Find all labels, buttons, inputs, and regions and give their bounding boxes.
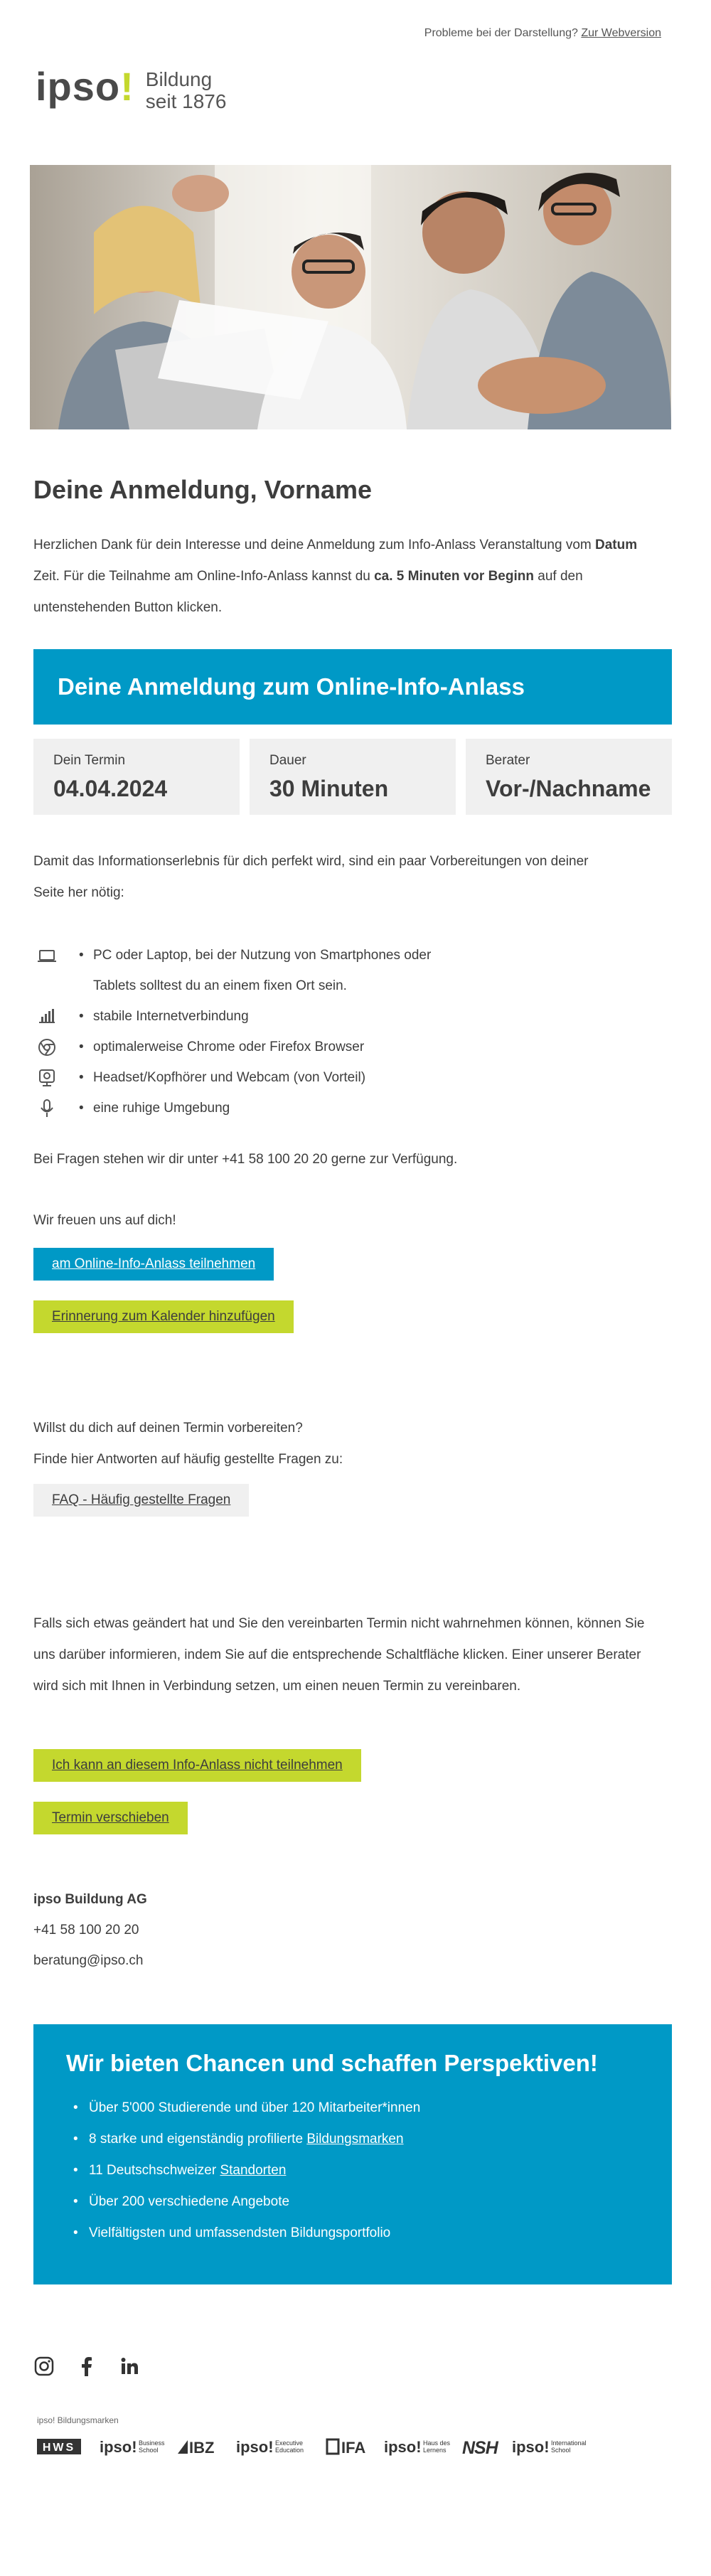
- hero-image: [30, 165, 671, 429]
- requirement-item: • optimalerweise Chrome oder Firefox Browser: [33, 1032, 672, 1062]
- svg-text:ipso!: ipso!: [236, 2438, 274, 2456]
- company-email[interactable]: beratung@ipso.ch: [33, 1953, 144, 1968]
- hws-logo[interactable]: [37, 2439, 81, 2454]
- svg-text:ipso!: ipso!: [100, 2438, 137, 2456]
- promo-item: • Vielfältigsten und umfassendsten Bildungsportfolio: [66, 2218, 672, 2249]
- page-title: Deine Anmeldung, Vorname: [33, 475, 373, 504]
- webcam-icon: [36, 1068, 58, 1088]
- microphone-icon: [36, 1099, 58, 1118]
- social-links: [33, 2356, 140, 2377]
- faq-intro: Willst du dich auf deinen Termin vorbereiten? Finde hier Antworten auf häufig gestellte Fragen zu:: [33, 1421, 343, 1467]
- display-problem-text: Probleme bei der Darstellung?: [424, 27, 578, 39]
- chrome-icon: [36, 1037, 58, 1057]
- facebook-icon[interactable]: [76, 2356, 97, 2377]
- requirement-item: • PC oder Laptop, bei der Nutzung von Smartphones oder Tablets solltest du an einem fixen Ort sein.: [33, 940, 672, 1001]
- promo-item: • Über 200 verschiedene Angebote: [66, 2186, 672, 2218]
- advisor-value: Vor-/Nachname: [486, 776, 651, 801]
- ipso-international-school-logo[interactable]: [512, 2438, 587, 2456]
- svg-text:Haus des: Haus des: [423, 2439, 451, 2447]
- date-card: [33, 739, 240, 815]
- promo-box: [33, 2024, 672, 2284]
- promo-item: • 8 starke und eigenständig profilierte Bildungsmarken: [66, 2124, 672, 2155]
- svg-text:IBZ: IBZ: [189, 2439, 215, 2457]
- duration-card: [250, 739, 456, 815]
- ibz-logo[interactable]: [178, 2439, 214, 2457]
- event-details-cards: [33, 739, 672, 815]
- brands-link[interactable]: Bildungsmarken: [306, 2132, 404, 2147]
- svg-text:Education: Education: [275, 2447, 304, 2454]
- faq-button[interactable]: FAQ - Häufig gestellte Fragen: [33, 1484, 249, 1517]
- advisor-label: Berater: [486, 753, 530, 768]
- svg-text:School: School: [551, 2447, 571, 2454]
- logo-wordmark: ipso!: [36, 64, 134, 109]
- brands-label: ipso! Bildungsmarken: [37, 2415, 119, 2425]
- svg-text:IFA: IFA: [341, 2439, 366, 2457]
- preparation-text: Damit das Informationserlebnis für dich perfekt wird, sind ein paar Vorbereitungen von deiner Seite her nötig:: [33, 854, 589, 900]
- svg-text:ipso!: ipso!: [384, 2438, 422, 2456]
- svg-text:Executive: Executive: [275, 2439, 304, 2447]
- requirements-list: [33, 940, 672, 1123]
- promo-list: [66, 2093, 672, 2249]
- laptop-icon: [36, 946, 58, 966]
- promo-item: • Über 5'000 Studierende und über 120 Mitarbeiter*innen: [66, 2093, 672, 2124]
- svg-text:ipso!: ipso!: [512, 2438, 550, 2456]
- web-version-link[interactable]: Zur Webversion: [581, 27, 661, 39]
- ipso-executive-education-logo[interactable]: [236, 2438, 304, 2456]
- logo-tagline: Bildung seit 1876: [145, 68, 227, 112]
- ipso-business-school-logo[interactable]: [100, 2438, 165, 2456]
- instagram-icon[interactable]: [33, 2356, 55, 2377]
- display-problem-note: [424, 27, 661, 40]
- event-date-placeholder: Datum: [595, 538, 638, 552]
- date-value: 04.04.2024: [53, 776, 168, 801]
- ipso-logo[interactable]: [36, 65, 226, 112]
- requirement-item: • stabile Internetverbindung: [33, 1001, 672, 1032]
- linkedin-icon[interactable]: [119, 2356, 140, 2377]
- join-event-button[interactable]: am Online-Info-Anlass teilnehmen: [33, 1248, 274, 1281]
- ifa-logo[interactable]: [327, 2439, 365, 2457]
- advisor-card: [466, 739, 672, 815]
- change-appointment-text: Falls sich etwas geändert hat und Sie den vereinbarten Termin nicht wahrnehmen können, können Sie uns darüber informieren, indem Sie auf die entsprechende Schaltfläche klicken. Einer unserer Berater wird sich mit Ihnen in Verbindung setzen, um einen neuen Termin zu vereinbaren.: [33, 1616, 645, 1694]
- registration-banner: Deine Anmeldung zum Online-Info-Anlass: [33, 649, 672, 725]
- promo-item: • 11 Deutschschweizer Standorten: [66, 2155, 672, 2186]
- duration-value: 30 Minuten: [269, 776, 389, 801]
- company-contact: [33, 1884, 672, 1976]
- svg-text:HWS: HWS: [42, 2442, 76, 2454]
- intro-paragraph: Herzlichen Dank für dein Interesse und deine Anmeldung zum Info-Anlass Veranstaltung vom Datum Zeit. Für die Teilnahme am Online-Info-Anlass kannst du ca. 5 Minuten vor Beginn auf den untenstehenden Button klicken.: [33, 538, 638, 615]
- svg-text:Business: Business: [139, 2439, 165, 2447]
- promo-title: Wir bieten Chancen und schaffen Perspektiven!: [66, 2050, 598, 2076]
- svg-text:International: International: [551, 2439, 587, 2447]
- svg-text:Lernens: Lernens: [423, 2447, 447, 2454]
- add-to-calendar-button[interactable]: Erinnerung zum Kalender hinzufügen: [33, 1300, 294, 1333]
- date-label: Dein Termin: [53, 753, 126, 768]
- svg-text:NSH: NSH: [462, 2438, 498, 2458]
- greeting-text: Wir freuen uns auf dich!: [33, 1213, 176, 1228]
- svg-text:School: School: [139, 2447, 159, 2454]
- brand-logos: [37, 2432, 663, 2460]
- requirement-item: • Headset/Kopfhörer und Webcam (von Vorteil): [33, 1062, 672, 1093]
- signal-bars-icon: [36, 1007, 58, 1027]
- requirement-item: • eine ruhige Umgebung: [33, 1093, 672, 1123]
- locations-link[interactable]: Standorten: [220, 2163, 287, 2178]
- nsh-logo[interactable]: [462, 2438, 499, 2458]
- duration-label: Dauer: [269, 753, 306, 768]
- reschedule-button[interactable]: Termin verschieben: [33, 1802, 188, 1834]
- company-phone[interactable]: +41 58 100 20 20: [33, 1923, 139, 1938]
- company-name: ipso Buildung AG: [33, 1892, 147, 1907]
- join-time-hint: ca. 5 Minuten vor Beginn: [374, 569, 534, 584]
- ipso-haus-des-lernens-logo[interactable]: [384, 2438, 451, 2456]
- contact-hint: Bei Fragen stehen wir dir unter +41 58 100 20 20 gerne zur Verfügung.: [33, 1152, 458, 1167]
- cannot-attend-button[interactable]: Ich kann an diesem Info-Anlass nicht teilnehmen: [33, 1749, 361, 1782]
